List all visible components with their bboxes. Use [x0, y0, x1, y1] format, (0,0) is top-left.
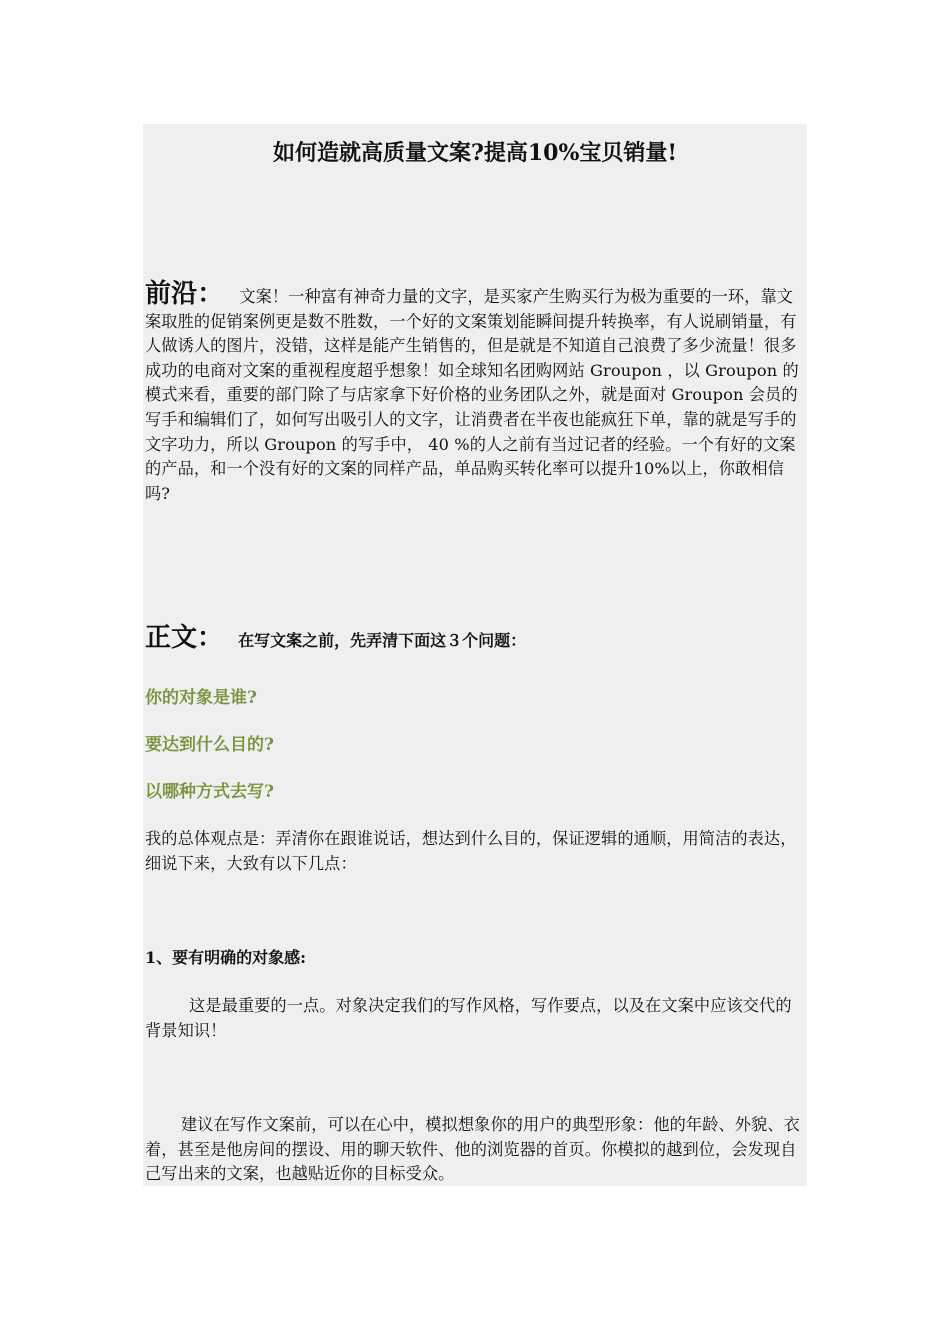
intro-label: 前沿： — [145, 279, 224, 309]
point-1-paragraph-1 — [145, 994, 807, 1043]
point-1-text-1: 这是最重要的一点。对象决定我们的写作风格，写作要点，以及在文案中应该交代的背景知识！ — [145, 996, 792, 1040]
point-1-text-2: 建议在写作文案前，可以在心中，模拟想象你的用户的典型形象：他的年龄、外貌、衣着，甚至是他房间的摆设、用的聊天软件、他的浏览器的首页。你模拟的越到位，会发现自己写出来的文案，也越贴近你的目标受众。 — [145, 1115, 800, 1184]
body-label: 正文： — [145, 623, 224, 653]
intro-text: 文案！一种富有神奇力量的文字，是买家产生购买行为极为重要的一环，靠文案取胜的促销案例更是数不胜数，一个好的文案策划能瞬间提升转换率，有人说刷销量，有人做诱人的图片，没错，这样是能产生销售的，但是就是不知道自己浪费了多少流量！很多成功的电商对文案的重视程度超乎想象！如全球知名团购网站 Groupon ，以 Groupon 的模式来看，重要的部门除了与店家拿下好价格的业务团队之外，就是面对 Groupon 会员的写手和编辑们了，如何写出吸引人的文字，让消费者在半夜也能疯狂下单，靠的就是写手的文字功力，所以 Groupon 的写手中， 40 %的人之前有当过记者的经验。一个有好的文案的产品，和一个没有好的文案的同样产品，单品购买转化率可以提升10%以上，你敢相信吗? — [145, 287, 799, 503]
question-3: 以哪种方式去写? — [145, 782, 274, 802]
question-2: 要达到什么目的? — [145, 735, 274, 755]
question-1: 你的对象是谁? — [145, 688, 257, 708]
intro-paragraph — [145, 279, 807, 506]
overview-paragraph: 我的总体观点是：弄清你在跟谁说话，想达到什么目的，保证逻辑的通顺，用简洁的表达，细说下来，大致有以下几点： — [145, 829, 797, 873]
body-heading: 在写文案之前，先弄清下面这３个问题： — [238, 631, 527, 650]
point-1-title: 1、要有明确的对象感: — [145, 948, 307, 967]
document-title: 如何造就高质量文案?提高10%宝贝销量! — [272, 140, 678, 166]
body-heading-line — [145, 622, 526, 657]
point-1-paragraph-2 — [145, 1113, 807, 1187]
